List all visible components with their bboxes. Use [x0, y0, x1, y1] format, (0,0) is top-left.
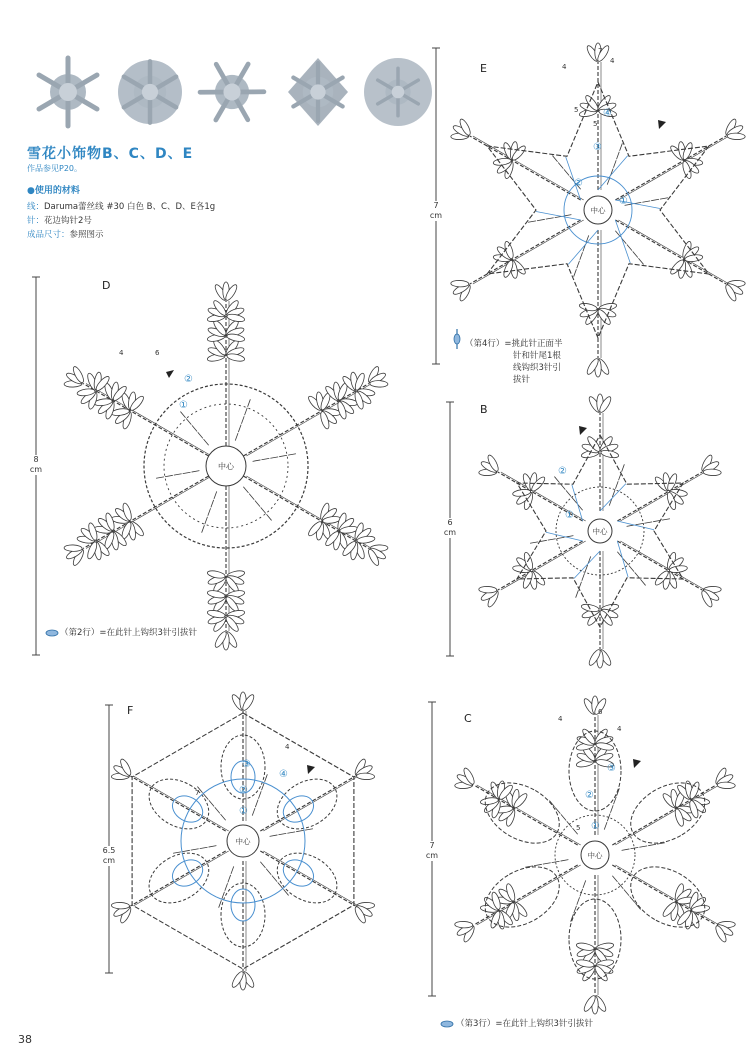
diagram-f-round-4: ④ — [279, 769, 288, 780]
diagram-e-size — [426, 201, 446, 221]
diagram-d-chart — [50, 280, 410, 660]
diagram-e-count-4a: 4 — [562, 63, 567, 71]
diagram-c-arm-tip — [451, 764, 481, 796]
diagram-c-count-5: 5 — [576, 824, 581, 832]
diagram-c-count-6: 6 — [598, 708, 603, 716]
size-key: 成品尺寸： — [27, 230, 70, 240]
diagram-c-arm-tip — [582, 994, 608, 1014]
diagram-c-size-unit: cm — [425, 851, 439, 860]
diagram-d-arm — [83, 384, 209, 457]
diagram-f-arm — [260, 776, 355, 831]
diagram-c-count-4b: 4 — [617, 725, 622, 733]
diagram-d-arm — [243, 384, 369, 457]
diagram-b-arm-tip — [475, 579, 505, 611]
diagram-c-arm-tip — [709, 914, 739, 946]
diagram-c-size — [422, 841, 442, 861]
diagram-f-chart — [112, 703, 382, 978]
diagram-b-arm-tip — [695, 451, 725, 483]
diagram-b-center-label: 中心 — [592, 527, 608, 536]
diagram-c-center-label: 中心 — [587, 851, 603, 860]
diagram-f-arm-tip — [230, 692, 256, 712]
diagram-f-arm-tip — [230, 970, 256, 990]
diagram-f-center-label: 中心 — [235, 837, 251, 846]
needle-key: 针： — [27, 216, 45, 226]
diagram-e-note — [465, 338, 563, 386]
diagram-b-letter: B — [480, 403, 488, 416]
photo-flake-4 — [288, 58, 348, 126]
diagram-b-round-2: ② — [558, 466, 567, 477]
diagram-e-count-5a: 5 — [574, 106, 579, 114]
diagram-b-size — [440, 518, 460, 538]
diagram-b-round-1: ① — [565, 510, 574, 521]
diagram-e-note-line-4: 拔针 — [513, 375, 531, 385]
diagram-f-arm-tip — [108, 895, 138, 927]
diagram-f-letter: F — [127, 704, 134, 717]
diagram-b-arm-tip — [587, 648, 613, 668]
diagram-d-count-6: 6 — [155, 349, 160, 357]
diagram-c-round-3: ③ — [607, 763, 616, 774]
yarn-key: 线： — [27, 202, 45, 212]
diagram-d-size — [26, 455, 46, 475]
diagram-c-round-1: ① — [591, 821, 600, 832]
diagram-e-count-4b: 4 — [610, 57, 615, 65]
page-number: 38 — [18, 1033, 32, 1046]
diagram-e-note-line-2: 针和针尾1根 — [513, 351, 561, 361]
diagram-d-note: （第2行）=在此针上钩织3针引拔针 — [60, 628, 197, 638]
diagram-e-chart — [450, 45, 745, 375]
diagram-d-count-4: 4 — [119, 349, 124, 357]
diagram-c-chart — [450, 700, 740, 1005]
needle-value: 花边钩针2号 — [44, 216, 92, 226]
diagram-f-size-unit: cm — [102, 856, 116, 865]
diagram-d-center-label: 中心 — [218, 462, 234, 471]
materials-needle — [27, 214, 92, 226]
diagram-d-start-marker — [166, 370, 174, 378]
diagram-e-legend-symbol — [452, 328, 462, 350]
diagram-c-count-4a: 4 — [558, 715, 563, 723]
diagram-b-arm-tip — [475, 451, 505, 483]
diagram-e-arm-tip — [447, 115, 477, 147]
diagram-c-note: （第3行）=在此针上钩织3针引拔针 — [456, 1019, 593, 1029]
diagram-e-arm-tip — [585, 357, 611, 377]
diagram-c-arm-tip — [709, 764, 739, 796]
diagram-c-legend-symbol — [440, 1019, 454, 1029]
diagram-f-round-3: ③ — [242, 759, 251, 770]
diagram-d-size-value: 8 — [33, 455, 39, 464]
diagram-f-arm-tip — [108, 755, 138, 787]
diagram-b-start-marker — [579, 426, 587, 435]
diagram-c-letter: C — [464, 712, 472, 725]
diagram-e-count-5b: 5 — [593, 120, 598, 128]
diagram-e-arm-tip — [719, 273, 749, 305]
diagram-b-chart — [478, 400, 723, 662]
diagram-f-start-marker — [307, 765, 315, 774]
diagram-e-arm-tip — [447, 273, 477, 305]
diagram-e-center-label: 中心 — [590, 206, 606, 215]
materials-yarn — [27, 200, 215, 212]
diagram-d-size-unit: cm — [29, 465, 43, 474]
diagram-e-start-marker — [658, 120, 666, 129]
diagram-e-round-3: ③ — [593, 142, 602, 153]
diagram-d-letter: D — [102, 279, 111, 292]
diagram-f-arm-tip — [348, 755, 378, 787]
diagram-d-round-2: ② — [184, 374, 193, 385]
diagram-f-round-1: ① — [239, 806, 248, 817]
diagram-b-size-unit: cm — [443, 528, 457, 537]
diagram-e-size-value: 7 — [433, 201, 439, 210]
page-title: 雪花小饰物B、C、D、E — [27, 146, 194, 162]
motif-photo-strip — [18, 52, 438, 132]
diagram-b-arm-tip — [587, 394, 613, 414]
diagram-d-arm — [83, 476, 209, 549]
diagram-b-size-value: 6 — [447, 518, 453, 527]
reference-note: 作品参见P20。 — [27, 164, 83, 173]
photo-flake-3 — [192, 50, 272, 133]
diagram-c-start-marker — [633, 759, 641, 768]
diagram-e-round-4: ④ — [603, 108, 612, 119]
diagram-e-note-line-1: （第4行）=挑此针正面半 — [465, 339, 563, 349]
diagram-f-arm-tip — [348, 895, 378, 927]
diagram-c-arm-tip — [451, 914, 481, 946]
diagram-b-arm-tip — [695, 579, 725, 611]
diagram-e-count-7: 7 — [598, 47, 603, 55]
diagram-c-size-value: 7 — [429, 841, 435, 850]
photo-flake-2 — [118, 60, 182, 124]
diagram-c-arm-tip — [582, 696, 608, 716]
diagram-f-count-4: 4 — [285, 743, 290, 751]
yarn-value: Daruma蕾丝线 #30 白色 B、C、D、E各1g — [44, 202, 216, 212]
photo-flake-5 — [364, 58, 432, 126]
diagram-e-round-2: ② — [574, 178, 583, 189]
diagram-e-round-1: ① — [619, 196, 628, 207]
diagram-e-size-unit: cm — [429, 211, 443, 220]
diagram-f-round-2: ② — [239, 785, 248, 796]
diagram-e-letter: E — [480, 62, 487, 75]
diagram-d-arm-tip — [213, 282, 239, 302]
size-value: 参照图示 — [69, 230, 104, 240]
diagram-e-arm-tip — [719, 115, 749, 147]
photo-flake-1 — [39, 58, 97, 126]
materials-heading: ●使用的材料 — [27, 186, 80, 196]
diagram-d-arm — [243, 476, 369, 549]
diagram-d-round-1: ① — [179, 400, 188, 411]
diagram-c-round-2: ② — [585, 790, 594, 801]
materials-size — [27, 228, 104, 240]
diagram-f-arm — [130, 851, 225, 906]
diagram-f-size-value: 6.5 — [102, 846, 116, 855]
diagram-f-count-7: 7 — [195, 789, 200, 797]
diagram-d-legend-symbol — [45, 628, 59, 638]
diagram-d-arm-tip — [213, 630, 239, 650]
diagram-e-note-line-3: 线钩织3针引 — [513, 363, 561, 373]
